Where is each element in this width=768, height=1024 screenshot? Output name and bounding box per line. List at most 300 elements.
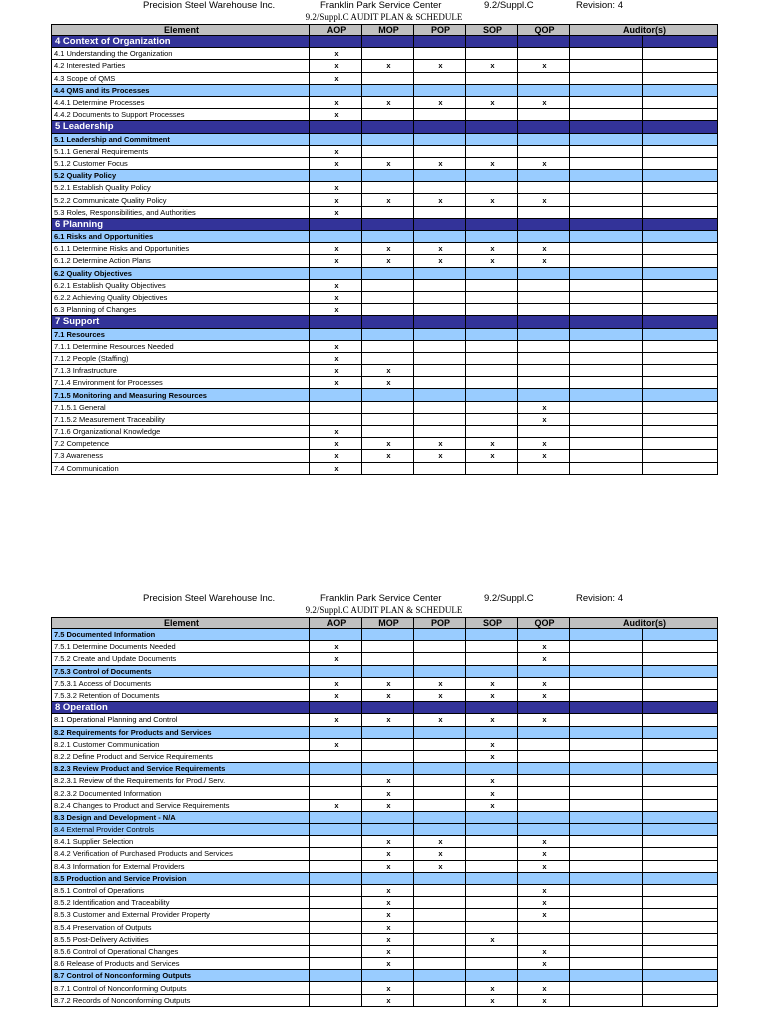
audit-mark-cell [362, 231, 414, 243]
audit-mark-cell: x [310, 799, 362, 811]
audit-mark-cell [414, 824, 466, 836]
element-cell: 7.5.3.1 Access of Documents [52, 677, 310, 689]
audit-mark-cell: x [362, 909, 414, 921]
audit-mark-cell: x [310, 145, 362, 157]
audit-mark-cell [414, 145, 466, 157]
element-cell: 8.5 Production and Service Provision [52, 872, 310, 884]
audit-mark-cell: x [466, 689, 518, 701]
auditor-cell [643, 958, 718, 970]
table-row [52, 860, 718, 872]
section-row [52, 218, 718, 230]
element-cell: 8.1 Operational Planning and Control [52, 714, 310, 726]
audit-mark-cell [518, 352, 570, 364]
audit-mark-cell [310, 702, 362, 714]
element-cell: 8.2.2 Define Product and Service Requirements [52, 750, 310, 762]
audit-mark-cell [362, 304, 414, 316]
audit-mark-cell [518, 462, 570, 474]
audit-mark-cell [310, 121, 362, 133]
audit-mark-cell: x [414, 860, 466, 872]
audit-mark-cell: x [310, 291, 362, 303]
audit-mark-cell [414, 775, 466, 787]
auditor-cell [643, 121, 718, 133]
audit-mark-cell: x [362, 848, 414, 860]
auditor-cell [643, 182, 718, 194]
audit-mark-cell: x [362, 714, 414, 726]
audit-mark-cell [414, 872, 466, 884]
audit-mark-cell [466, 726, 518, 738]
auditor-cell [643, 352, 718, 364]
audit-mark-cell [466, 848, 518, 860]
auditor-cell [570, 799, 643, 811]
subsection-row [52, 726, 718, 738]
table-row [52, 653, 718, 665]
auditor-cell [643, 316, 718, 328]
element-cell: 5.1.2 Customer Focus [52, 157, 310, 169]
auditor-cell [570, 629, 643, 641]
audit-mark-cell [362, 206, 414, 218]
auditor-cell [570, 389, 643, 401]
audit-mark-cell [518, 304, 570, 316]
element-cell: 7.5.1 Determine Documents Needed [52, 641, 310, 653]
audit-mark-cell [362, 218, 414, 230]
audit-mark-cell [466, 48, 518, 60]
element-cell: 8.5.4 Preservation of Outputs [52, 921, 310, 933]
element-cell: 6.1 Risks and Opportunities [52, 231, 310, 243]
audit-mark-cell [466, 389, 518, 401]
auditor-cell [570, 255, 643, 267]
audit-mark-cell: x [466, 60, 518, 72]
audit-mark-cell [414, 316, 466, 328]
audit-mark-cell [310, 267, 362, 279]
audit-mark-cell [362, 629, 414, 641]
audit-mark-cell: x [362, 377, 414, 389]
auditor-cell [570, 897, 643, 909]
auditor-cell [643, 787, 718, 799]
table-row [52, 750, 718, 762]
element-cell: 7.5.2 Create and Update Documents [52, 653, 310, 665]
auditor-cell [643, 145, 718, 157]
auditor-cell [643, 401, 718, 413]
element-cell: 4.1 Understanding the Organization [52, 48, 310, 60]
audit-mark-cell: x [310, 243, 362, 255]
audit-mark-cell [466, 328, 518, 340]
audit-mark-cell: x [310, 377, 362, 389]
audit-mark-cell [362, 401, 414, 413]
audit-mark-cell [466, 206, 518, 218]
audit-mark-cell [362, 340, 414, 352]
table-row [52, 426, 718, 438]
audit-mark-cell [518, 933, 570, 945]
auditor-cell [643, 726, 718, 738]
table-row [52, 738, 718, 750]
table-row [52, 945, 718, 957]
auditor-cell [643, 109, 718, 121]
audit-mark-cell [414, 897, 466, 909]
element-cell: 8.5.3 Customer and External Provider Property [52, 909, 310, 921]
auditor-cell [570, 836, 643, 848]
audit-mark-cell: x [362, 677, 414, 689]
table-row [52, 194, 718, 206]
auditor-cell [643, 96, 718, 108]
audit-mark-cell [310, 921, 362, 933]
audit-mark-cell [466, 958, 518, 970]
audit-mark-cell [362, 84, 414, 96]
audit-mark-cell: x [518, 689, 570, 701]
column-header: MOP [362, 25, 414, 36]
auditor-cell [570, 157, 643, 169]
audit-mark-cell [466, 304, 518, 316]
auditor-cell [570, 194, 643, 206]
audit-mark-cell: x [518, 677, 570, 689]
audit-mark-cell [414, 884, 466, 896]
auditor-cell [570, 462, 643, 474]
audit-mark-cell [310, 787, 362, 799]
audit-mark-cell [362, 182, 414, 194]
audit-mark-cell [518, 872, 570, 884]
element-cell: 5.1 Leadership and Commitment [52, 133, 310, 145]
auditor-cell [570, 665, 643, 677]
audit-mark-cell: x [414, 714, 466, 726]
audit-mark-cell [414, 340, 466, 352]
audit-mark-cell [362, 426, 414, 438]
audit-mark-cell [466, 897, 518, 909]
audit-mark-cell: x [362, 884, 414, 896]
table-row [52, 304, 718, 316]
element-cell: 7.3 Awareness [52, 450, 310, 462]
audit-mark-cell [310, 958, 362, 970]
audit-mark-cell [414, 702, 466, 714]
audit-mark-cell [414, 328, 466, 340]
column-header: Element [52, 25, 310, 36]
auditor-cell [643, 884, 718, 896]
audit-mark-cell: x [466, 714, 518, 726]
audit-mark-cell [310, 763, 362, 775]
audit-mark-cell [310, 848, 362, 860]
audit-mark-cell [362, 170, 414, 182]
element-cell: 7.5 Documented Information [52, 629, 310, 641]
audit-mark-cell [466, 182, 518, 194]
audit-mark-cell: x [310, 157, 362, 169]
audit-mark-cell: x [362, 60, 414, 72]
table-row [52, 641, 718, 653]
subsection-row [52, 328, 718, 340]
auditor-cell [643, 848, 718, 860]
column-header: Auditor(s) [570, 25, 718, 36]
audit-mark-cell [518, 328, 570, 340]
audit-mark-cell [362, 279, 414, 291]
element-cell: 6.3 Planning of Changes [52, 304, 310, 316]
auditor-cell [570, 677, 643, 689]
subsection-row [52, 84, 718, 96]
audit-mark-cell [414, 933, 466, 945]
audit-mark-cell [466, 872, 518, 884]
audit-mark-cell [518, 133, 570, 145]
element-cell: 4.4 QMS and its Processes [52, 84, 310, 96]
audit-mark-cell [518, 389, 570, 401]
table-row [52, 243, 718, 255]
auditor-cell [643, 328, 718, 340]
auditor-cell [643, 206, 718, 218]
auditor-cell [570, 206, 643, 218]
audit-mark-cell [518, 182, 570, 194]
element-cell: 7.4 Communication [52, 462, 310, 474]
audit-mark-cell: x [362, 933, 414, 945]
audit-mark-cell: x [310, 352, 362, 364]
audit-mark-cell [466, 365, 518, 377]
audit-mark-cell [362, 665, 414, 677]
audit-mark-cell [362, 462, 414, 474]
audit-mark-cell [466, 267, 518, 279]
audit-mark-cell: x [362, 775, 414, 787]
audit-mark-cell [414, 799, 466, 811]
auditor-cell [570, 401, 643, 413]
auditor-cell [570, 279, 643, 291]
audit-mark-cell [362, 389, 414, 401]
audit-mark-cell [518, 84, 570, 96]
audit-mark-cell: x [518, 836, 570, 848]
audit-mark-cell: x [518, 255, 570, 267]
auditor-cell [570, 811, 643, 823]
table-row [52, 60, 718, 72]
element-cell: 8.5.6 Control of Operational Changes [52, 945, 310, 957]
audit-mark-cell: x [466, 243, 518, 255]
audit-mark-cell [518, 921, 570, 933]
auditor-cell [570, 316, 643, 328]
audit-mark-cell [518, 799, 570, 811]
audit-mark-cell: x [518, 848, 570, 860]
auditor-cell [570, 145, 643, 157]
audit-mark-cell [518, 291, 570, 303]
auditor-cell [643, 279, 718, 291]
table-row [52, 352, 718, 364]
element-cell: 6.2.2 Achieving Quality Objectives [52, 291, 310, 303]
table-header-row [52, 25, 718, 36]
auditor-cell [570, 96, 643, 108]
audit-mark-cell [466, 413, 518, 425]
auditor-cell [643, 775, 718, 787]
audit-mark-cell: x [310, 194, 362, 206]
auditor-cell [643, 824, 718, 836]
audit-mark-cell [414, 365, 466, 377]
audit-mark-cell [518, 48, 570, 60]
audit-mark-cell [518, 763, 570, 775]
audit-mark-cell: x [414, 836, 466, 848]
audit-mark-cell [414, 133, 466, 145]
page-header [0, 0, 768, 11]
auditor-cell [570, 884, 643, 896]
auditor-cell [570, 653, 643, 665]
audit-mark-cell: x [518, 450, 570, 462]
audit-mark-cell [466, 72, 518, 84]
audit-mark-cell [466, 426, 518, 438]
audit-mark-cell: x [466, 438, 518, 450]
table-row [52, 145, 718, 157]
element-cell: 8 Operation [52, 702, 310, 714]
column-header: AOP [310, 618, 362, 629]
audit-mark-cell: x [310, 340, 362, 352]
audit-mark-cell [310, 629, 362, 641]
audit-mark-cell [518, 316, 570, 328]
audit-mark-cell: x [518, 945, 570, 957]
audit-mark-cell [310, 836, 362, 848]
audit-mark-cell: x [362, 945, 414, 957]
audit-mark-cell [362, 738, 414, 750]
auditor-cell [570, 36, 643, 48]
audit-mark-cell [414, 738, 466, 750]
audit-mark-cell [466, 109, 518, 121]
column-header: SOP [466, 25, 518, 36]
audit-mark-cell: x [310, 206, 362, 218]
audit-mark-cell [414, 206, 466, 218]
subsection-row [52, 231, 718, 243]
auditor-cell [570, 750, 643, 762]
element-cell: 4.3 Scope of QMS [52, 72, 310, 84]
table-row [52, 291, 718, 303]
auditor-cell [570, 72, 643, 84]
audit-mark-cell [414, 909, 466, 921]
audit-mark-cell [518, 787, 570, 799]
audit-mark-cell [414, 267, 466, 279]
table-row [52, 677, 718, 689]
subsection-row [52, 824, 718, 836]
audit-mark-cell: x [518, 243, 570, 255]
table-row [52, 255, 718, 267]
element-cell: 7.1.6 Organizational Knowledge [52, 426, 310, 438]
audit-table [51, 617, 718, 1007]
audit-mark-cell [414, 72, 466, 84]
table-row [52, 884, 718, 896]
audit-mark-cell [466, 462, 518, 474]
audit-mark-cell [414, 401, 466, 413]
auditor-cell [570, 243, 643, 255]
audit-mark-cell: x [310, 689, 362, 701]
audit-mark-cell [414, 994, 466, 1006]
auditor-cell [570, 48, 643, 60]
audit-mark-cell: x [518, 157, 570, 169]
table-row [52, 157, 718, 169]
audit-mark-cell [414, 304, 466, 316]
audit-mark-cell [466, 340, 518, 352]
audit-mark-cell [466, 121, 518, 133]
auditor-cell [570, 994, 643, 1006]
auditor-cell [643, 340, 718, 352]
table-row [52, 109, 718, 121]
audit-mark-cell [518, 970, 570, 982]
subsection-row [52, 133, 718, 145]
audit-mark-cell [466, 945, 518, 957]
auditor-cell [643, 231, 718, 243]
auditor-cell [570, 824, 643, 836]
audit-mark-cell [362, 109, 414, 121]
table-row [52, 909, 718, 921]
audit-mark-cell: x [466, 194, 518, 206]
audit-mark-cell: x [466, 96, 518, 108]
auditor-cell [643, 945, 718, 957]
auditor-cell [643, 389, 718, 401]
audit-mark-cell [518, 145, 570, 157]
table-row [52, 775, 718, 787]
audit-mark-cell: x [310, 109, 362, 121]
audit-mark-cell [310, 665, 362, 677]
auditor-cell [643, 689, 718, 701]
audit-mark-cell: x [362, 860, 414, 872]
audit-mark-cell [518, 231, 570, 243]
subsection-row [52, 872, 718, 884]
document-number: 9.2/Suppl.C [484, 0, 534, 11]
audit-mark-cell [518, 377, 570, 389]
auditor-cell [643, 267, 718, 279]
auditor-cell [570, 763, 643, 775]
auditor-cell [570, 726, 643, 738]
audit-mark-cell: x [466, 799, 518, 811]
audit-mark-cell: x [518, 438, 570, 450]
audit-mark-cell [362, 750, 414, 762]
audit-mark-cell: x [310, 641, 362, 653]
audit-mark-cell [362, 291, 414, 303]
column-header: MOP [362, 618, 414, 629]
audit-mark-cell [310, 401, 362, 413]
audit-mark-cell [310, 897, 362, 909]
location-name: Franklin Park Service Center [320, 0, 442, 11]
audit-mark-cell [362, 763, 414, 775]
audit-mark-cell [414, 462, 466, 474]
audit-mark-cell [362, 641, 414, 653]
audit-mark-cell: x [466, 775, 518, 787]
audit-mark-cell: x [310, 304, 362, 316]
audit-mark-cell: x [414, 194, 466, 206]
auditor-cell [643, 836, 718, 848]
table-row [52, 401, 718, 413]
element-cell: 5.2 Quality Policy [52, 170, 310, 182]
audit-mark-cell: x [466, 750, 518, 762]
element-cell: 8.2.3.2 Documented Information [52, 787, 310, 799]
audit-mark-cell [414, 726, 466, 738]
audit-mark-cell: x [362, 958, 414, 970]
auditor-cell [643, 157, 718, 169]
audit-mark-cell: x [466, 994, 518, 1006]
audit-mark-cell [466, 629, 518, 641]
audit-mark-cell: x [518, 958, 570, 970]
audit-mark-cell: x [310, 738, 362, 750]
audit-mark-cell [414, 121, 466, 133]
element-cell: 8.2.3.1 Review of the Requirements for Prod./ Serv. [52, 775, 310, 787]
auditor-cell [643, 665, 718, 677]
audit-mark-cell: x [362, 689, 414, 701]
auditor-cell [570, 787, 643, 799]
audit-mark-cell [466, 921, 518, 933]
auditor-cell [570, 413, 643, 425]
page-header [0, 593, 768, 604]
audit-mark-cell [518, 206, 570, 218]
table-row [52, 933, 718, 945]
auditor-cell [643, 811, 718, 823]
audit-mark-cell [310, 909, 362, 921]
audit-mark-cell: x [362, 836, 414, 848]
audit-mark-cell [518, 109, 570, 121]
audit-mark-cell [466, 218, 518, 230]
audit-mark-cell: x [310, 279, 362, 291]
auditor-cell [570, 133, 643, 145]
auditor-cell [643, 438, 718, 450]
audit-mark-cell [466, 653, 518, 665]
audit-mark-cell [518, 365, 570, 377]
audit-mark-cell [466, 133, 518, 145]
table-row [52, 72, 718, 84]
audit-mark-cell [518, 738, 570, 750]
table-row [52, 799, 718, 811]
audit-mark-cell: x [362, 897, 414, 909]
audit-mark-cell: x [414, 677, 466, 689]
